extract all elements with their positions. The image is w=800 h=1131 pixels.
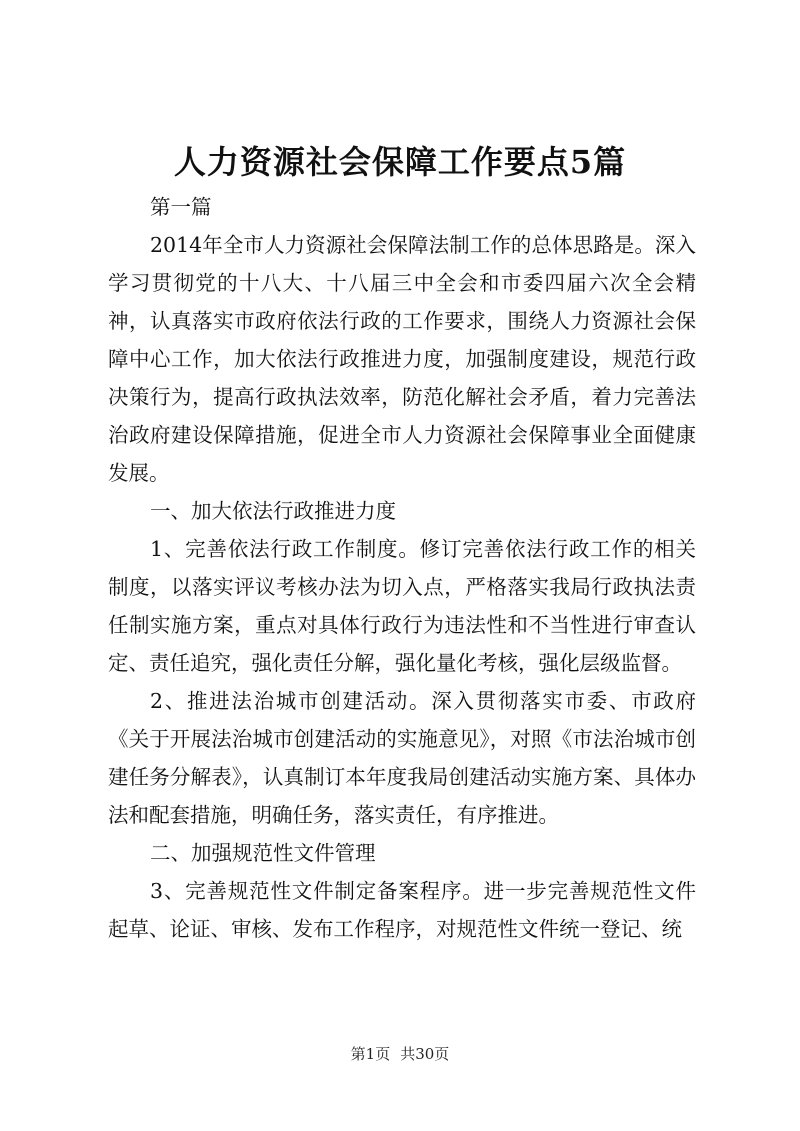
page-total: 共30页 [400,1045,450,1063]
section-heading: 第一篇 [150,195,212,219]
section-heading: 一、加大依法行政推进力度 [150,499,396,523]
page-number: 第1页 [350,1045,391,1063]
document-body [108,188,696,948]
body-paragraph: 2014年全市人力资源社会保障法制工作的总体思路是。深入学习贯彻党的十八大、十八届三中全会和市委四届六次全会精神，认真落实市政府依法行政的工作要求，围绕人力资源社会保障中心工作，加大依法行政推进力度，加强制度建设，规范行政决策行为，提高行政执法效率，防范化解社会矛盾，着力完善法治政府建设保障措施，促进全市人力资源社会保障事业全面健康发展。 [108,233,696,485]
page-footer [0,1044,800,1064]
section-heading: 二、加强规范性文件管理 [150,841,376,865]
body-paragraph: 1、完善依法行政工作制度。修订完善依法行政工作的相关制度，以落实评议考核办法为切入点，严格落实我局行政执法责任制实施方案，重点对具体行政行为违法性和不当性进行审查认定、责任追究，强化责任分解，强化量化考核，强化层级监督。 [108,537,696,675]
body-paragraph: 2、推进法治城市创建活动。深入贯彻落实市委、市政府《关于开展法治城市创建活动的实施意见》，对照《市法治城市创建任务分解表》，认真制订本年度我局创建活动实施方案、具体办法和配套措施，明确任务，落实责任，有序推进。 [108,689,696,827]
document-title: 人力资源社会保障工作要点5篇 [173,143,627,181]
body-paragraph: 3、完善规范性文件制定备案程序。进一步完善规范性文件起草、论证、审核、发布工作程序，对规范性文件统一登记、统 [108,879,696,941]
